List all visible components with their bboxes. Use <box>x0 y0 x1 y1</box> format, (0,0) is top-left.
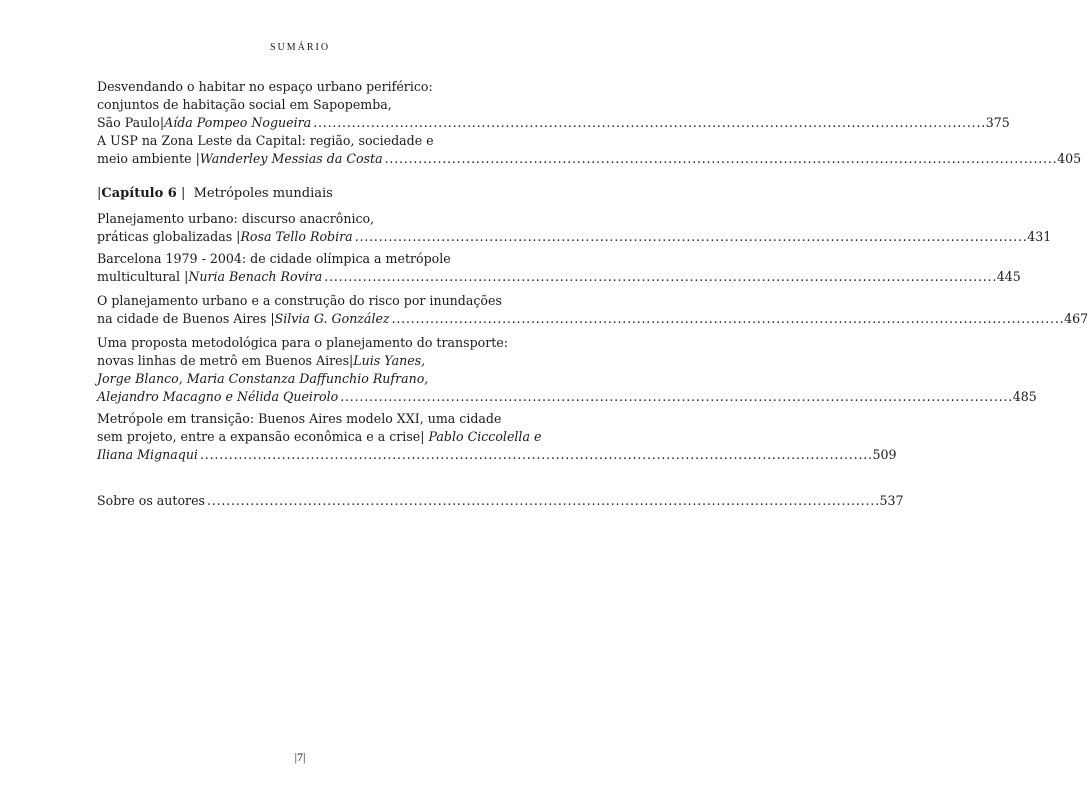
entry-lead: São Paulo| <box>97 115 165 130</box>
dot-leader <box>200 446 871 464</box>
entry-title-line: Barcelona 1979 - 2004: de cidade olímpica a metrópole <box>97 251 451 266</box>
entry-title-line: sem projeto, entre a expansão econômica e a crise| <box>97 429 429 444</box>
page-number: |7| <box>294 750 306 764</box>
entry-page-number: 431 <box>1027 229 1052 244</box>
dot-leader <box>207 492 878 510</box>
toc-entry[interactable] <box>97 132 1082 168</box>
entry-page-number: 485 <box>1012 389 1037 404</box>
dot-leader <box>340 388 1011 406</box>
entry-lead: na cidade de Buenos Aires | <box>97 311 275 326</box>
entry-title-line: O planejamento urbano e a construção do risco por inundações <box>97 293 502 308</box>
dot-leader <box>385 150 1056 168</box>
chapter-number: Capítulo 6 <box>101 186 177 201</box>
entry-author: Alejandro Macagno e Nélida Queirolo <box>97 389 339 404</box>
entry-page-number: 537 <box>879 493 904 508</box>
entry-title-line: Uma proposta metodológica para o planejamento do transporte: <box>97 335 509 350</box>
entry-author: Nuria Benach Rovira <box>188 269 323 284</box>
entry-author: Jorge Blanco, Maria Constanza Daffunchio Rufrano, <box>97 371 429 386</box>
entry-lead: multicultural | <box>97 269 189 284</box>
entry-title: Sobre os autores <box>97 493 205 508</box>
entry-title-line: novas linhas de metrô em Buenos Aires| <box>97 353 354 368</box>
entry-author: Luis Yanes, <box>353 353 426 368</box>
entry-author: Wanderley Messias da Costa <box>199 151 383 166</box>
entry-page-number: 509 <box>872 447 897 462</box>
toc-entry-about-authors[interactable] <box>97 492 904 510</box>
entry-title-line: Metrópole em transição: Buenos Aires modelo XXI, uma cidade <box>97 411 502 426</box>
chapter-heading <box>97 186 333 201</box>
entry-author: Rosa Tello Robira <box>240 229 353 244</box>
entry-author: Pablo Ciccolella e <box>428 429 542 444</box>
entry-page-number: 405 <box>1057 151 1082 166</box>
entry-title-line: A USP na Zona Leste da Capital: região, sociedade e <box>97 133 434 148</box>
entry-lead: práticas globalizadas | <box>97 229 241 244</box>
toc-entry[interactable] <box>97 210 1052 246</box>
chapter-bar: | <box>180 186 186 201</box>
chapter-bar: | <box>97 186 102 201</box>
running-header: SUMÁRIO <box>269 42 331 53</box>
dot-leader <box>392 310 1063 328</box>
toc-entry[interactable] <box>97 334 1037 406</box>
toc-entry[interactable] <box>97 292 1088 328</box>
dot-leader <box>355 228 1026 246</box>
entry-title-line: conjuntos de habitação social em Sapopemba, <box>97 97 392 112</box>
entry-author: Silvia G. González <box>274 311 390 326</box>
dot-leader <box>313 114 984 132</box>
entry-page-number: 467 <box>1064 311 1088 326</box>
entry-author: Iliana Mignaqui <box>97 447 198 462</box>
entry-page-number: 375 <box>985 115 1010 130</box>
toc-entry[interactable] <box>97 250 1021 286</box>
entry-page-number: 445 <box>996 269 1021 284</box>
chapter-title: Metrópoles mundiais <box>193 186 333 201</box>
entry-title-line: Planejamento urbano: discurso anacrônico, <box>97 211 375 226</box>
entry-lead: meio ambiente | <box>97 151 200 166</box>
entry-author: Aída Pompeo Nogueira <box>164 115 312 130</box>
toc-entry[interactable] <box>97 410 897 464</box>
entry-title-line: Desvendando o habitar no espaço urbano periférico: <box>97 79 433 94</box>
toc-entry[interactable] <box>97 78 1010 132</box>
dot-leader <box>324 268 995 286</box>
